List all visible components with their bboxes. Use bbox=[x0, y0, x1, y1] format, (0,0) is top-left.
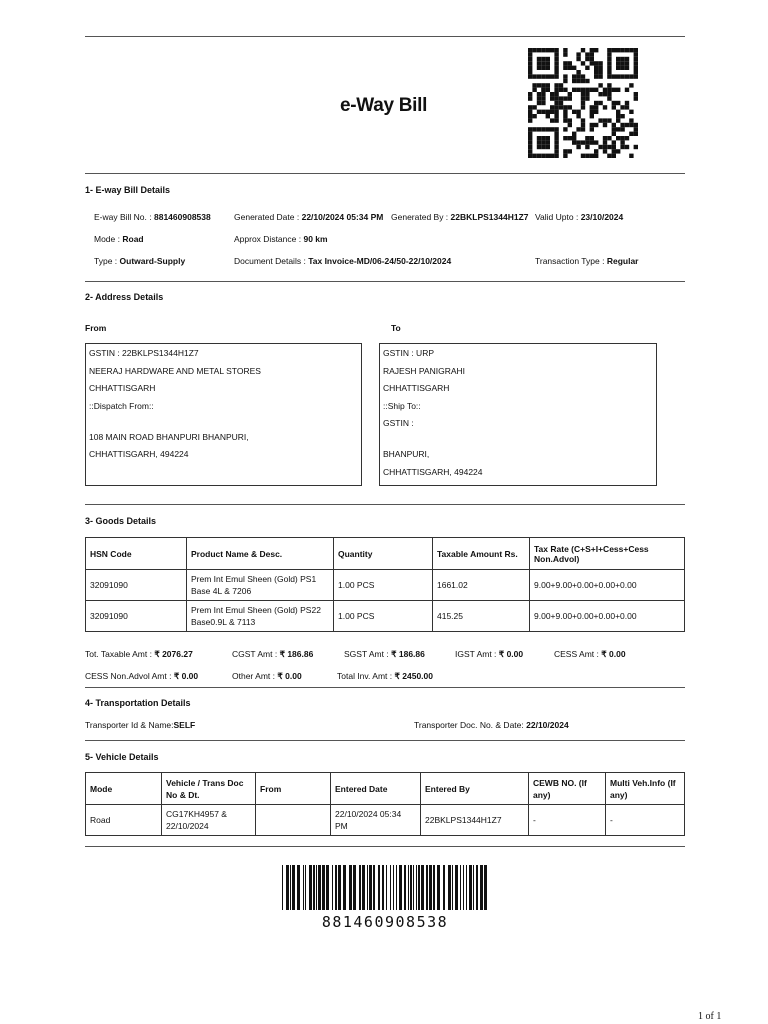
from-line: GSTIN : 22BKLPS1344H1Z7 bbox=[89, 348, 199, 358]
col-entered-date: Entered Date bbox=[331, 773, 421, 805]
supply-type: Type : Outward-Supply bbox=[94, 256, 186, 266]
rule-4 bbox=[85, 687, 685, 688]
to-line: CHHATTISGARH bbox=[383, 383, 450, 393]
goods-table bbox=[85, 537, 685, 632]
transporter-doc: Transporter Doc. No. & Date: 22/10/2024 bbox=[414, 720, 569, 730]
from-line: 108 MAIN ROAD BHANPURI BHANPURI, bbox=[89, 432, 249, 442]
section-transport-heading: 4- Transportation Details bbox=[85, 698, 191, 708]
vehicle-cell: CG17KH4957 & 22/10/2024 bbox=[162, 805, 256, 836]
vehicle-header-row bbox=[86, 773, 685, 805]
page-number: 1 of 1 bbox=[698, 1011, 722, 1022]
to-line: BHANPURI, bbox=[383, 449, 430, 459]
rule-6 bbox=[85, 846, 685, 847]
total-taxable: Tot. Taxable Amt : ₹ 2076.27 bbox=[85, 649, 193, 659]
top-rule bbox=[85, 36, 685, 37]
cess-amount: CESS Amt : ₹ 0.00 bbox=[554, 649, 626, 659]
col-quantity: Quantity bbox=[334, 538, 433, 570]
entered-by-cell: 22BKLPS1344H1Z7 bbox=[421, 805, 529, 836]
ewb-number: E-way Bill No. : 881460908538 bbox=[94, 212, 211, 222]
col-entered-by: Entered By bbox=[421, 773, 529, 805]
sgst-amount: SGST Amt : ₹ 186.86 bbox=[344, 649, 425, 659]
document-details: Document Details : Tax Invoice-MD/06-24/50-22/10/2024 bbox=[234, 256, 452, 266]
col-tax-rate: Tax Rate (C+S+I+Cess+Cess Non.Advol) bbox=[530, 538, 685, 570]
rate-cell: 9.00+9.00+0.00+0.00+0.00 bbox=[530, 601, 685, 632]
product-cell: Prem Int Emul Sheen (Gold) PS22 Base0.9L & 7113 bbox=[187, 601, 334, 632]
generated-date: Generated Date : 22/10/2024 05:34 PM bbox=[234, 212, 384, 222]
mode-cell: Road bbox=[86, 805, 162, 836]
section-address-heading: 2- Address Details bbox=[85, 292, 164, 302]
transaction-type: Transaction Type : Regular bbox=[535, 256, 639, 266]
table-row bbox=[86, 570, 685, 601]
barcode bbox=[280, 865, 490, 910]
table-row bbox=[86, 601, 685, 632]
rule-1 bbox=[85, 173, 685, 174]
cess-nonadvol-amount: CESS Non.Advol Amt : ₹ 0.00 bbox=[85, 671, 199, 681]
amount-cell: 415.25 bbox=[433, 601, 530, 632]
to-line: ::Ship To:: bbox=[383, 401, 421, 411]
page-title: e-Way Bill bbox=[340, 95, 428, 116]
from-line: CHHATTISGARH bbox=[89, 383, 156, 393]
rule-5 bbox=[85, 740, 685, 741]
igst-amount: IGST Amt : ₹ 0.00 bbox=[455, 649, 524, 659]
hsn-cell: 32091090 bbox=[86, 601, 187, 632]
from-line: NEERAJ HARDWARE AND METAL STORES bbox=[89, 366, 261, 376]
col-taxable-amount: Taxable Amount Rs. bbox=[433, 538, 530, 570]
from-cell bbox=[256, 805, 331, 836]
section-goods-heading: 3- Goods Details bbox=[85, 516, 157, 526]
to-line: GSTIN : bbox=[383, 418, 414, 428]
generated-by: Generated By : 22BKLPS1344H1Z7 bbox=[391, 212, 529, 222]
col-from: From bbox=[256, 773, 331, 805]
rule-2 bbox=[85, 281, 685, 282]
to-line: GSTIN : URP bbox=[383, 348, 435, 358]
col-multi-veh: Multi Veh.Info (If any) bbox=[606, 773, 685, 805]
valid-upto: Valid Upto : 23/10/2024 bbox=[535, 212, 624, 222]
transporter-id: Transporter Id & Name:SELF bbox=[85, 720, 196, 730]
qr-code bbox=[528, 48, 638, 158]
rule-3 bbox=[85, 504, 685, 505]
mode: Mode : Road bbox=[94, 234, 144, 244]
col-hsn: HSN Code bbox=[86, 538, 187, 570]
to-label: To bbox=[391, 323, 401, 333]
to-line: CHHATTISGARH, 494224 bbox=[383, 467, 483, 477]
approx-distance: Approx Distance : 90 km bbox=[234, 234, 328, 244]
from-address-box bbox=[85, 343, 362, 486]
from-line: CHHATTISGARH, 494224 bbox=[89, 449, 189, 459]
from-label: From bbox=[85, 323, 107, 333]
col-product: Product Name & Desc. bbox=[187, 538, 334, 570]
total-invoice-amount: Total Inv. Amt : ₹ 2450.00 bbox=[337, 671, 433, 681]
col-mode: Mode bbox=[86, 773, 162, 805]
from-line: ::Dispatch From:: bbox=[89, 401, 154, 411]
cewb-cell: - bbox=[529, 805, 606, 836]
col-vehicle: Vehicle / Trans Doc No & Dt. bbox=[162, 773, 256, 805]
section-vehicle-heading: 5- Vehicle Details bbox=[85, 752, 159, 762]
entered-date-cell: 22/10/2024 05:34 PM bbox=[331, 805, 421, 836]
to-address-box bbox=[379, 343, 657, 486]
other-amount: Other Amt : ₹ 0.00 bbox=[232, 671, 302, 681]
section-ewb-heading: 1- E-way Bill Details bbox=[85, 185, 171, 195]
product-cell: Prem Int Emul Sheen (Gold) PS1 Base 4L & 7206 bbox=[187, 570, 334, 601]
goods-header-row bbox=[86, 538, 685, 570]
to-line: RAJESH PANIGRAHI bbox=[383, 366, 466, 376]
qty-cell: 1.00 PCS bbox=[334, 601, 433, 632]
vehicle-table bbox=[85, 772, 685, 836]
hsn-cell: 32091090 bbox=[86, 570, 187, 601]
cgst-amount: CGST Amt : ₹ 186.86 bbox=[232, 649, 314, 659]
table-row bbox=[86, 805, 685, 836]
qty-cell: 1.00 PCS bbox=[334, 570, 433, 601]
amount-cell: 1661.02 bbox=[433, 570, 530, 601]
col-cewb: CEWB NO. (If any) bbox=[529, 773, 606, 805]
rate-cell: 9.00+9.00+0.00+0.00+0.00 bbox=[530, 570, 685, 601]
barcode-number: 881460908538 bbox=[321, 913, 449, 931]
multi-veh-cell: - bbox=[606, 805, 685, 836]
